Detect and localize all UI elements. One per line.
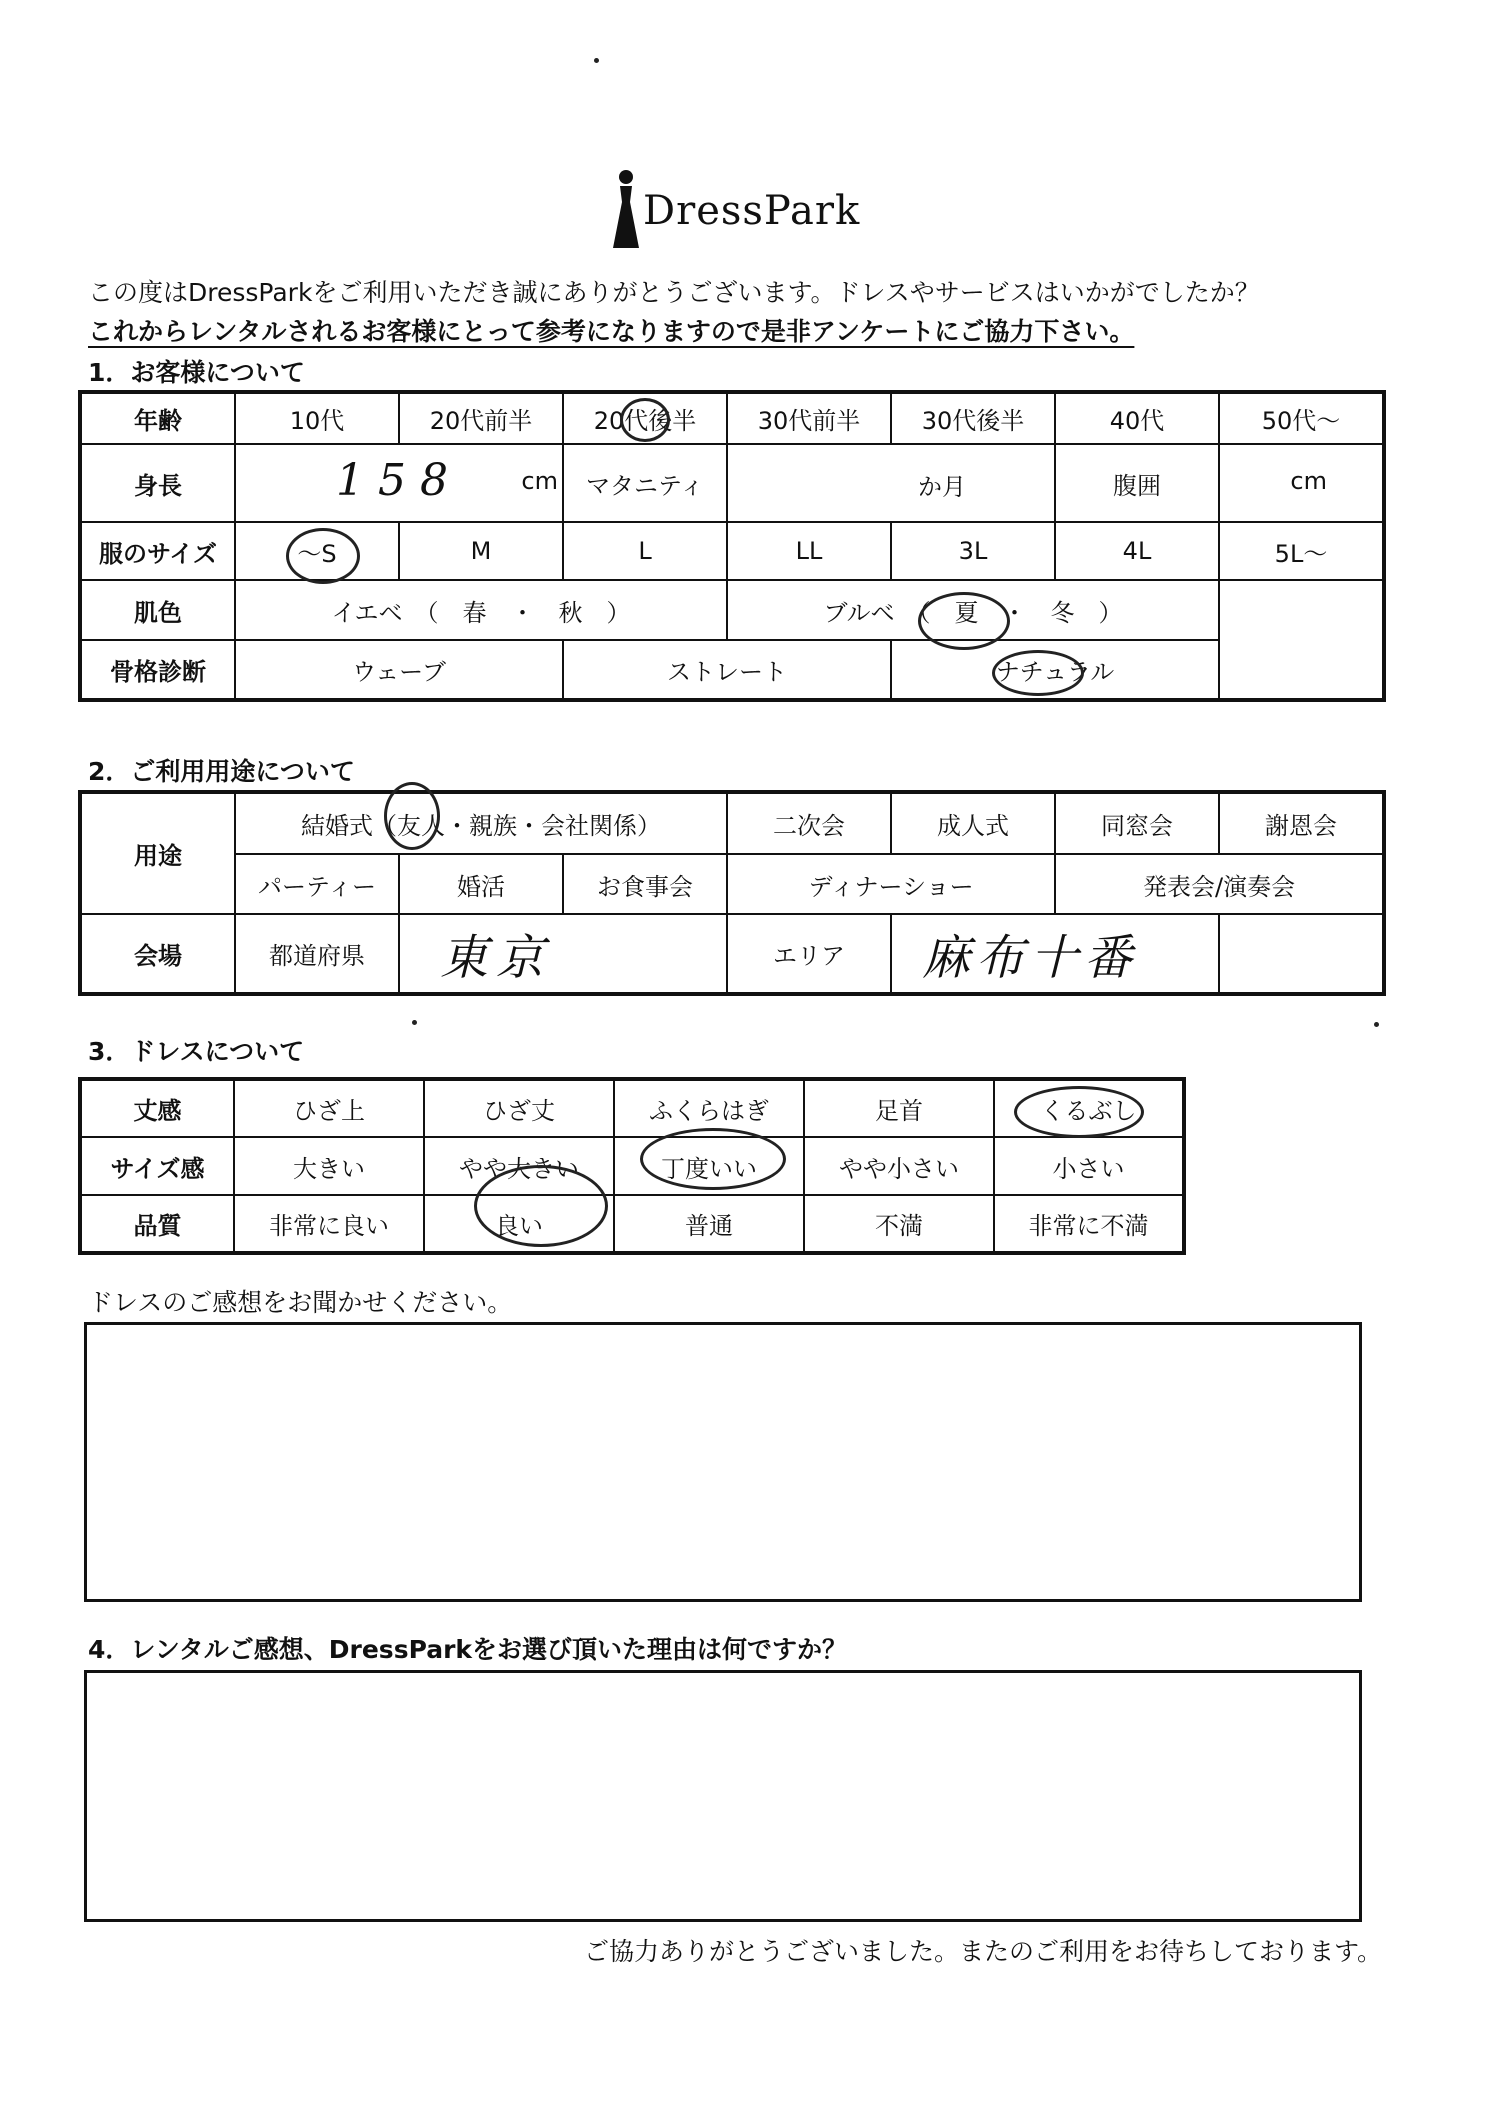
purpose-recital[interactable]: 発表会/演奏会 <box>1055 854 1384 914</box>
size-option-m[interactable]: M <box>399 522 563 580</box>
purpose-coming-of-age[interactable]: 成人式 <box>891 792 1055 854</box>
purpose-party[interactable]: パーティー <box>235 854 399 914</box>
quality-label: 品質 <box>80 1195 234 1253</box>
quality-good[interactable]: 良い <box>424 1195 614 1253</box>
maternity-label: マタニティ <box>563 444 727 522</box>
scan-speck <box>412 1020 417 1025</box>
height-label: 身長 <box>80 444 235 522</box>
area-value: 麻布十番 <box>922 930 1139 986</box>
quality-average[interactable]: 普通 <box>614 1195 804 1253</box>
purpose-after-party[interactable]: 二次会 <box>727 792 891 854</box>
size-option-5l[interactable]: 5L～ <box>1219 522 1384 580</box>
blank-cell <box>1219 640 1384 700</box>
length-knee[interactable]: ひざ丈 <box>424 1079 614 1137</box>
length-ankle[interactable]: 足首 <box>804 1079 994 1137</box>
bone-option-natural[interactable]: ナチュラル <box>891 640 1219 700</box>
size-option-3l[interactable]: 3L <box>891 522 1055 580</box>
length-ankle-bone[interactable]: くるぶし <box>994 1079 1184 1137</box>
area-field[interactable] <box>891 914 1219 994</box>
prefecture-field[interactable] <box>399 914 727 994</box>
dress-table <box>78 1077 1186 1255</box>
height-field[interactable] <box>235 444 563 522</box>
area-label: エリア <box>727 914 891 994</box>
fit-slightly-small[interactable]: やや小さい <box>804 1137 994 1195</box>
quality-dissatisfied[interactable]: 不満 <box>804 1195 994 1253</box>
fit-label: サイズ感 <box>80 1137 234 1195</box>
purpose-dinner-show[interactable]: ディナーショー <box>727 854 1055 914</box>
logo-text: DressPark <box>643 188 861 234</box>
prefecture-value: 東京 <box>440 930 553 986</box>
skin-blue-option[interactable]: ブルベ （ 夏 ・ 冬 ） <box>727 580 1219 640</box>
impressions-prompt: ドレスのご感想をお聞かせください。 <box>88 1288 513 1317</box>
age-option-50s-plus[interactable]: 50代～ <box>1219 392 1384 444</box>
maternity-field[interactable] <box>727 444 1055 522</box>
blank-cell <box>1219 580 1384 640</box>
quality-excellent[interactable]: 非常に良い <box>234 1195 424 1253</box>
skin-label: 肌色 <box>80 580 235 640</box>
purpose-label: 用途 <box>80 792 235 914</box>
intro-line-2: これからレンタルされるお客様にとって参考になりますので是非アンケートにご協力下さい。 <box>88 317 1135 346</box>
fit-slightly-large[interactable]: やや大きい <box>424 1137 614 1195</box>
usage-table <box>78 790 1386 996</box>
purpose-reunion[interactable]: 同窓会 <box>1055 792 1219 854</box>
length-label: 丈感 <box>80 1079 234 1137</box>
age-option-early-20s[interactable]: 20代前半 <box>399 392 563 444</box>
purpose-dinner[interactable]: お食事会 <box>563 854 727 914</box>
purpose-thank-you-party[interactable]: 謝恩会 <box>1219 792 1384 854</box>
closing-message: ご協力ありがとうございました。またのご利用をお待ちしております。 <box>583 1937 1382 1966</box>
scan-speck <box>594 58 599 63</box>
blank-cell <box>1219 914 1384 994</box>
fit-large[interactable]: 大きい <box>234 1137 424 1195</box>
height-value: 158 <box>336 455 462 506</box>
quality-very-dissatisfied[interactable]: 非常に不満 <box>994 1195 1184 1253</box>
size-option-ll[interactable]: LL <box>727 522 891 580</box>
size-label: 服のサイズ <box>80 522 235 580</box>
bone-label: 骨格診断 <box>80 640 235 700</box>
section-2-title: 2．ご利用用途について <box>88 757 355 786</box>
fit-just-right[interactable]: 丁度いい <box>614 1137 804 1195</box>
size-option-4l[interactable]: 4L <box>1055 522 1219 580</box>
dress-silhouette-icon <box>609 168 643 254</box>
size-option-s[interactable]: ～S <box>235 522 399 580</box>
waist-label: 腹囲 <box>1055 444 1219 522</box>
section-4-title: 4．レンタルご感想、DressParkをお選び頂いた理由は何ですか？ <box>88 1635 848 1664</box>
fit-small[interactable]: 小さい <box>994 1137 1184 1195</box>
impressions-textarea[interactable] <box>84 1322 1362 1602</box>
customer-info-table <box>78 390 1386 702</box>
section-3-title: 3．ドレスについて <box>88 1037 305 1066</box>
bone-option-wave[interactable]: ウェーブ <box>235 640 563 700</box>
size-option-l[interactable]: L <box>563 522 727 580</box>
skin-yellow-option[interactable]: イエベ （ 春 ・ 秋 ） <box>235 580 727 640</box>
age-option-early-30s[interactable]: 30代前半 <box>727 392 891 444</box>
intro-line-1: この度はDressParkをご利用いただき誠にありがとうございます。ドレスやサービスはいかがでしたか？ <box>88 278 1260 307</box>
height-unit: cm <box>521 467 558 495</box>
age-label: 年齢 <box>80 392 235 444</box>
length-calf[interactable]: ふくらはぎ <box>614 1079 804 1137</box>
age-option-40s[interactable]: 40代 <box>1055 392 1219 444</box>
prefecture-label: 都道府県 <box>235 914 399 994</box>
age-option-late-30s[interactable]: 30代後半 <box>891 392 1055 444</box>
waist-field[interactable] <box>1219 444 1384 522</box>
reason-textarea[interactable] <box>84 1670 1362 1922</box>
section-1-title: 1．お客様について <box>88 358 305 387</box>
length-above-knee[interactable]: ひざ上 <box>234 1079 424 1137</box>
purpose-wedding[interactable]: 結婚式（友人・親族・会社関係） <box>235 792 727 854</box>
waist-unit: cm <box>1290 467 1327 495</box>
venue-label: 会場 <box>80 914 235 994</box>
bone-option-straight[interactable]: ストレート <box>563 640 891 700</box>
age-option-late-20s[interactable]: 20代後半 <box>563 392 727 444</box>
maternity-unit: か月 <box>918 473 966 501</box>
scan-speck <box>1374 1022 1379 1027</box>
purpose-konkatsu[interactable]: 婚活 <box>399 854 563 914</box>
age-option-10s[interactable]: 10代 <box>235 392 399 444</box>
dresspark-logo <box>595 168 861 258</box>
